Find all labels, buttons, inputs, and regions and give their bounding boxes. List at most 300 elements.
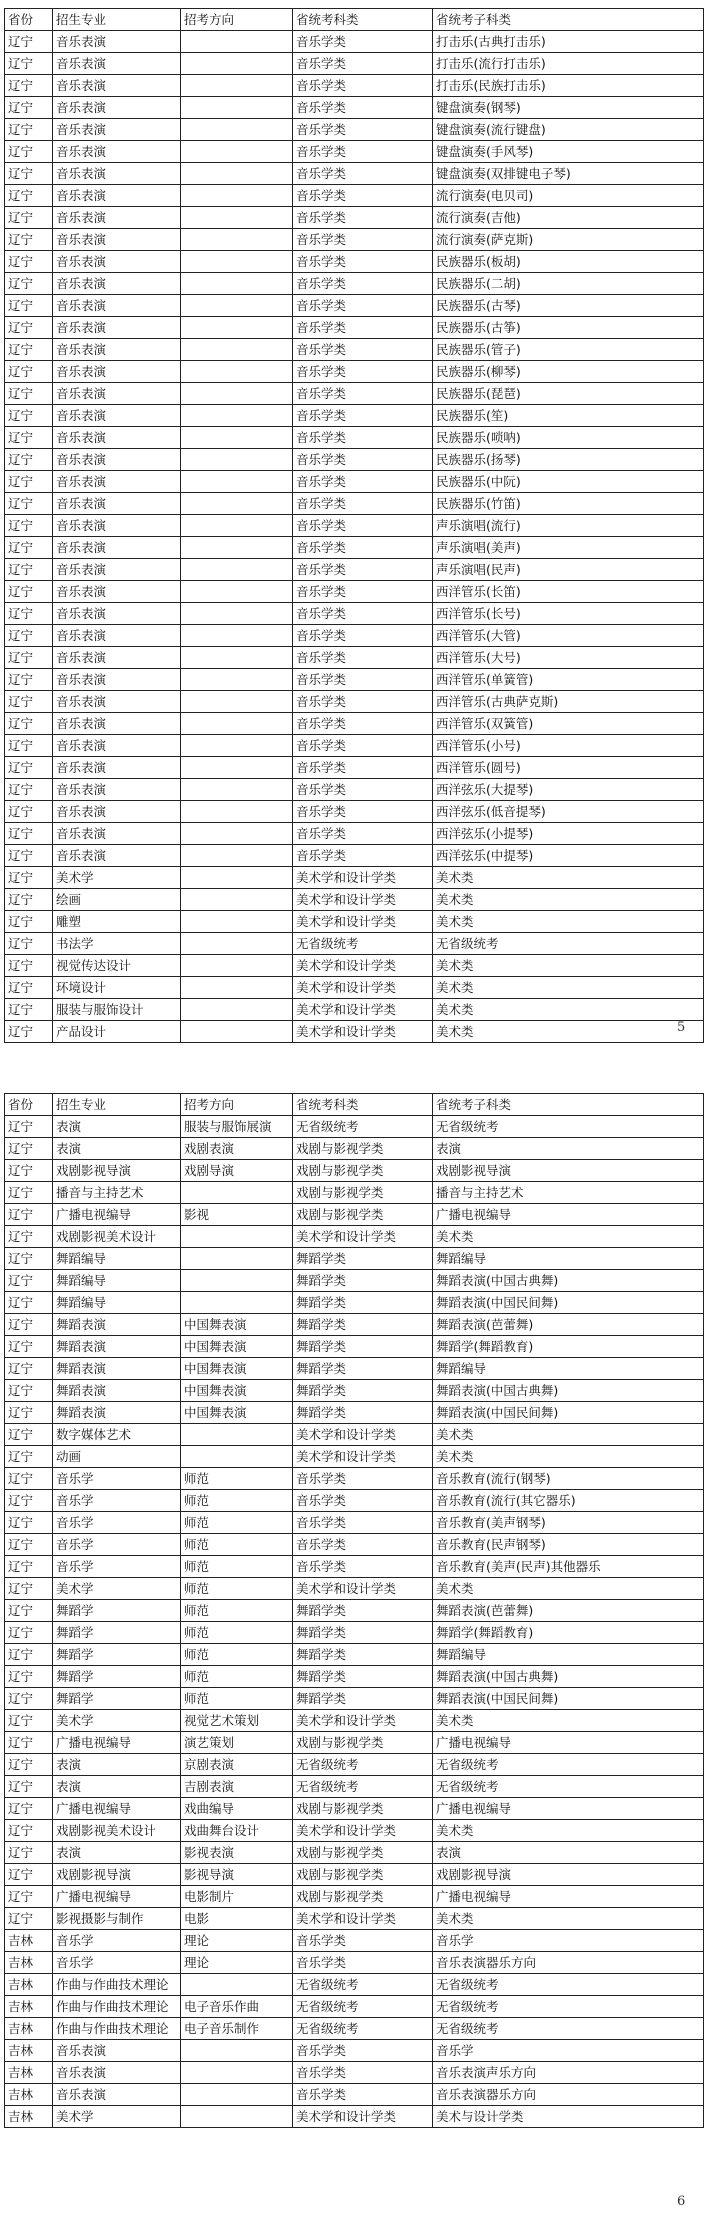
direction-cell: [181, 647, 293, 669]
table-row: [5, 757, 704, 779]
exam-category-cell: 舞蹈学类: [293, 1622, 433, 1644]
exam-subcategory-cell: 舞蹈表演(中国古典舞): [433, 1380, 704, 1402]
major-cell: 音乐学: [53, 1952, 181, 1974]
direction-cell: [181, 53, 293, 75]
province-cell: 辽宁: [5, 1358, 53, 1380]
province-cell: 辽宁: [5, 757, 53, 779]
exam-category-cell: 音乐学类: [293, 185, 433, 207]
table-row: [5, 669, 704, 691]
province-cell: 辽宁: [5, 779, 53, 801]
table-row: [5, 625, 704, 647]
direction-cell: 师范: [181, 1644, 293, 1666]
table-row: [5, 97, 704, 119]
table-page-6: [4, 1093, 704, 2128]
header-row: [5, 9, 704, 31]
table-row: [5, 207, 704, 229]
province-cell: 辽宁: [5, 1732, 53, 1754]
exam-subcategory-cell: 音乐教育(民声钢琴): [433, 1534, 704, 1556]
province-cell: 辽宁: [5, 1292, 53, 1314]
table-row: [5, 911, 704, 933]
major-cell: 播音与主持艺术: [53, 1182, 181, 1204]
direction-cell: [181, 1270, 293, 1292]
table-row: [5, 1798, 704, 1820]
direction-cell: 师范: [181, 1578, 293, 1600]
table-page-5: [4, 8, 704, 1043]
exam-subcategory-cell: 民族器乐(扬琴): [433, 449, 704, 471]
direction-cell: [181, 603, 293, 625]
table-row: [5, 1688, 704, 1710]
table-row: [5, 1314, 704, 1336]
table-row: [5, 581, 704, 603]
exam-category-cell: 音乐学类: [293, 339, 433, 361]
major-cell: 音乐表演: [53, 691, 181, 713]
major-cell: 音乐表演: [53, 339, 181, 361]
exam-subcategory-cell: 舞蹈表演(芭蕾舞): [433, 1314, 704, 1336]
direction-cell: [181, 405, 293, 427]
exam-subcategory-cell: 美术类: [433, 1021, 704, 1043]
exam-category-cell: 音乐学类: [293, 625, 433, 647]
table-row: [5, 2062, 704, 2084]
table-row: [5, 163, 704, 185]
exam-subcategory-cell: 美术类: [433, 1226, 704, 1248]
exam-category-cell: 音乐学类: [293, 141, 433, 163]
exam-subcategory-cell: 美术类: [433, 867, 704, 889]
major-cell: 影视摄影与制作: [53, 1908, 181, 1930]
exam-category-cell: 美术学和设计学类: [293, 999, 433, 1021]
province-cell: 辽宁: [5, 845, 53, 867]
exam-category-cell: 音乐学类: [293, 823, 433, 845]
table-row: [5, 1666, 704, 1688]
direction-cell: [181, 119, 293, 141]
exam-category-cell: 无省级统考: [293, 1996, 433, 2018]
exam-category-cell: 美术学和设计学类: [293, 1446, 433, 1468]
direction-cell: 戏曲编导: [181, 1798, 293, 1820]
table-row: [5, 1468, 704, 1490]
province-cell: 辽宁: [5, 31, 53, 53]
table-row: [5, 1974, 704, 1996]
direction-cell: [181, 845, 293, 867]
table-row: [5, 537, 704, 559]
province-cell: 吉林: [5, 2040, 53, 2062]
major-cell: 动画: [53, 1446, 181, 1468]
direction-cell: 中国舞表演: [181, 1358, 293, 1380]
major-cell: 戏剧影视美术设计: [53, 1820, 181, 1842]
exam-category-cell: 美术学和设计学类: [293, 1226, 433, 1248]
table-row: [5, 1776, 704, 1798]
province-cell: 辽宁: [5, 1270, 53, 1292]
major-cell: 音乐表演: [53, 625, 181, 647]
major-cell: 戏剧影视导演: [53, 1160, 181, 1182]
province-cell: 辽宁: [5, 1160, 53, 1182]
exam-subcategory-cell: 广播电视编导: [433, 1798, 704, 1820]
table-row: [5, 1116, 704, 1138]
exam-category-cell: 美术学和设计学类: [293, 1908, 433, 1930]
major-cell: 舞蹈学: [53, 1600, 181, 1622]
province-cell: 吉林: [5, 1974, 53, 1996]
exam-category-cell: 音乐学类: [293, 361, 433, 383]
direction-cell: [181, 383, 293, 405]
exam-category-cell: 音乐学类: [293, 713, 433, 735]
exam-subcategory-cell: 声乐演唱(民声): [433, 559, 704, 581]
exam-category-cell: 美术学和设计学类: [293, 2106, 433, 2128]
table-row: [5, 735, 704, 757]
exam-category-cell: 音乐学类: [293, 1468, 433, 1490]
table-row: [5, 1710, 704, 1732]
major-cell: 作曲与作曲技术理论: [53, 1974, 181, 1996]
province-cell: 辽宁: [5, 1314, 53, 1336]
exam-subcategory-cell: 民族器乐(竹笛): [433, 493, 704, 515]
table-row: [5, 1402, 704, 1424]
direction-cell: [181, 295, 293, 317]
table-row: [5, 823, 704, 845]
major-cell: 音乐表演: [53, 207, 181, 229]
table-row: [5, 1182, 704, 1204]
major-cell: 音乐表演: [53, 53, 181, 75]
direction-cell: [181, 669, 293, 691]
province-cell: 辽宁: [5, 119, 53, 141]
exam-subcategory-cell: 西洋管乐(大管): [433, 625, 704, 647]
exam-subcategory-cell: 音乐学: [433, 2040, 704, 2062]
major-cell: 音乐表演: [53, 801, 181, 823]
exam-subcategory-cell: 打击乐(古典打击乐): [433, 31, 704, 53]
province-cell: 辽宁: [5, 603, 53, 625]
exam-subcategory-cell: 西洋弦乐(大提琴): [433, 779, 704, 801]
exam-subcategory-cell: 美术类: [433, 1908, 704, 1930]
major-cell: 环境设计: [53, 977, 181, 999]
direction-cell: 影视表演: [181, 1842, 293, 1864]
province-cell: 辽宁: [5, 53, 53, 75]
column-header: 招生专业: [53, 9, 181, 31]
table-row: [5, 273, 704, 295]
direction-cell: 理论: [181, 1952, 293, 1974]
exam-subcategory-cell: 美术类: [433, 1820, 704, 1842]
province-cell: 辽宁: [5, 229, 53, 251]
major-cell: 美术学: [53, 1578, 181, 1600]
exam-subcategory-cell: 美术类: [433, 977, 704, 999]
exam-subcategory-cell: 音乐教育(流行(钢琴): [433, 1468, 704, 1490]
province-cell: 吉林: [5, 2018, 53, 2040]
exam-category-cell: 音乐学类: [293, 2084, 433, 2106]
exam-subcategory-cell: 民族器乐(笙): [433, 405, 704, 427]
major-cell: 雕塑: [53, 911, 181, 933]
exam-subcategory-cell: 西洋弦乐(低音提琴): [433, 801, 704, 823]
province-cell: 辽宁: [5, 97, 53, 119]
province-cell: 辽宁: [5, 427, 53, 449]
province-cell: 辽宁: [5, 1864, 53, 1886]
province-cell: 辽宁: [5, 1446, 53, 1468]
table-row: [5, 295, 704, 317]
exam-subcategory-cell: 无省级统考: [433, 1996, 704, 2018]
exam-subcategory-cell: 美术类: [433, 1424, 704, 1446]
direction-cell: 影视: [181, 1204, 293, 1226]
exam-subcategory-cell: 美术类: [433, 1578, 704, 1600]
exam-subcategory-cell: 键盘演奏(双排键电子琴): [433, 163, 704, 185]
exam-subcategory-cell: 播音与主持艺术: [433, 1182, 704, 1204]
major-cell: 音乐学: [53, 1930, 181, 1952]
table-row: [5, 317, 704, 339]
major-cell: 音乐表演: [53, 75, 181, 97]
major-cell: 舞蹈学: [53, 1688, 181, 1710]
table-row: [5, 141, 704, 163]
province-cell: 辽宁: [5, 339, 53, 361]
direction-cell: [181, 1226, 293, 1248]
major-cell: 戏剧影视美术设计: [53, 1226, 181, 1248]
major-cell: 美术学: [53, 1710, 181, 1732]
exam-subcategory-cell: 声乐演唱(美声): [433, 537, 704, 559]
major-cell: 音乐表演: [53, 449, 181, 471]
table-row: [5, 405, 704, 427]
direction-cell: [181, 317, 293, 339]
exam-category-cell: 音乐学类: [293, 449, 433, 471]
table-row: [5, 1358, 704, 1380]
major-cell: 美术学: [53, 2106, 181, 2128]
province-cell: 辽宁: [5, 1798, 53, 1820]
exam-subcategory-cell: 美术类: [433, 1446, 704, 1468]
table-row: [5, 999, 704, 1021]
exam-subcategory-cell: 西洋弦乐(小提琴): [433, 823, 704, 845]
exam-subcategory-cell: 西洋管乐(双簧管): [433, 713, 704, 735]
exam-subcategory-cell: 民族器乐(柳琴): [433, 361, 704, 383]
table-row: [5, 779, 704, 801]
major-cell: 音乐表演: [53, 471, 181, 493]
major-cell: 音乐表演: [53, 119, 181, 141]
exam-category-cell: 音乐学类: [293, 75, 433, 97]
exam-category-cell: 舞蹈学类: [293, 1292, 433, 1314]
province-cell: 辽宁: [5, 1248, 53, 1270]
province-cell: 辽宁: [5, 713, 53, 735]
exam-subcategory-cell: 舞蹈表演(中国民间舞): [433, 1292, 704, 1314]
province-cell: 辽宁: [5, 405, 53, 427]
exam-category-cell: 音乐学类: [293, 735, 433, 757]
province-cell: 辽宁: [5, 1556, 53, 1578]
province-cell: 辽宁: [5, 1776, 53, 1798]
exam-category-cell: 音乐学类: [293, 317, 433, 339]
table-row: [5, 1138, 704, 1160]
direction-cell: 吉剧表演: [181, 1776, 293, 1798]
exam-subcategory-cell: 舞蹈表演(中国民间舞): [433, 1402, 704, 1424]
exam-category-cell: 无省级统考: [293, 1116, 433, 1138]
exam-subcategory-cell: 声乐演唱(流行): [433, 515, 704, 537]
exam-category-cell: 音乐学类: [293, 1512, 433, 1534]
exam-category-cell: 美术学和设计学类: [293, 911, 433, 933]
exam-category-cell: 音乐学类: [293, 427, 433, 449]
exam-subcategory-cell: 音乐表演器乐方向: [433, 2084, 704, 2106]
exam-subcategory-cell: 民族器乐(板胡): [433, 251, 704, 273]
direction-cell: 电影制片: [181, 1886, 293, 1908]
province-cell: 辽宁: [5, 75, 53, 97]
table-row: [5, 845, 704, 867]
column-header: 招生专业: [53, 1094, 181, 1116]
exam-category-cell: 音乐学类: [293, 251, 433, 273]
exam-category-cell: 无省级统考: [293, 1776, 433, 1798]
exam-category-cell: 音乐学类: [293, 647, 433, 669]
exam-category-cell: 舞蹈学类: [293, 1644, 433, 1666]
major-cell: 表演: [53, 1754, 181, 1776]
table-row: [5, 339, 704, 361]
direction-cell: [181, 977, 293, 999]
major-cell: 舞蹈表演: [53, 1380, 181, 1402]
table-row: [5, 1732, 704, 1754]
column-header: 省统考子科类: [433, 1094, 704, 1116]
exam-subcategory-cell: 广播电视编导: [433, 1886, 704, 1908]
major-cell: 音乐表演: [53, 493, 181, 515]
province-cell: 辽宁: [5, 581, 53, 603]
province-cell: 辽宁: [5, 669, 53, 691]
exam-subcategory-cell: 无省级统考: [433, 2018, 704, 2040]
province-cell: 辽宁: [5, 691, 53, 713]
major-cell: 音乐表演: [53, 427, 181, 449]
table-row: [5, 1490, 704, 1512]
direction-cell: 师范: [181, 1534, 293, 1556]
province-cell: 辽宁: [5, 1021, 53, 1043]
major-cell: 音乐表演: [53, 757, 181, 779]
exam-category-cell: 音乐学类: [293, 2062, 433, 2084]
exam-category-cell: 美术学和设计学类: [293, 867, 433, 889]
table-row: [5, 185, 704, 207]
exam-category-cell: 音乐学类: [293, 1556, 433, 1578]
table-row: [5, 2040, 704, 2062]
direction-cell: [181, 537, 293, 559]
province-cell: 辽宁: [5, 955, 53, 977]
exam-subcategory-cell: 西洋管乐(圆号): [433, 757, 704, 779]
table-row: [5, 1578, 704, 1600]
direction-cell: 影视导演: [181, 1864, 293, 1886]
province-cell: 辽宁: [5, 1204, 53, 1226]
exam-subcategory-cell: 民族器乐(琵琶): [433, 383, 704, 405]
table-row: [5, 1226, 704, 1248]
major-cell: 绘画: [53, 889, 181, 911]
province-cell: 辽宁: [5, 471, 53, 493]
direction-cell: [181, 889, 293, 911]
exam-subcategory-cell: 键盘演奏(手风琴): [433, 141, 704, 163]
direction-cell: [181, 251, 293, 273]
table-row: [5, 53, 704, 75]
exam-subcategory-cell: 舞蹈编导: [433, 1248, 704, 1270]
direction-cell: 演艺策划: [181, 1732, 293, 1754]
direction-cell: 师范: [181, 1622, 293, 1644]
exam-category-cell: 音乐学类: [293, 845, 433, 867]
major-cell: 广播电视编导: [53, 1886, 181, 1908]
page-number: 6: [677, 2194, 686, 2209]
major-cell: 音乐表演: [53, 845, 181, 867]
direction-cell: [181, 2084, 293, 2106]
major-cell: 舞蹈编导: [53, 1292, 181, 1314]
exam-subcategory-cell: 西洋管乐(单簧管): [433, 669, 704, 691]
exam-category-cell: 音乐学类: [293, 405, 433, 427]
major-cell: 音乐表演: [53, 779, 181, 801]
exam-category-cell: 音乐学类: [293, 559, 433, 581]
direction-cell: [181, 31, 293, 53]
direction-cell: 中国舞表演: [181, 1402, 293, 1424]
table-row: [5, 867, 704, 889]
exam-category-cell: 音乐学类: [293, 31, 433, 53]
province-cell: 辽宁: [5, 647, 53, 669]
exam-subcategory-cell: 民族器乐(中阮): [433, 471, 704, 493]
exam-category-cell: 音乐学类: [293, 119, 433, 141]
exam-subcategory-cell: 无省级统考: [433, 1754, 704, 1776]
table-row: [5, 1842, 704, 1864]
exam-category-cell: 舞蹈学类: [293, 1270, 433, 1292]
direction-cell: 电子音乐制作: [181, 2018, 293, 2040]
direction-cell: [181, 955, 293, 977]
major-cell: 表演: [53, 1842, 181, 1864]
exam-subcategory-cell: 表演: [433, 1138, 704, 1160]
major-cell: 音乐表演: [53, 383, 181, 405]
exam-category-cell: 音乐学类: [293, 669, 433, 691]
direction-cell: [181, 339, 293, 361]
exam-subcategory-cell: 美术类: [433, 999, 704, 1021]
major-cell: 音乐表演: [53, 317, 181, 339]
direction-cell: [181, 801, 293, 823]
major-cell: 表演: [53, 1138, 181, 1160]
column-header: 省份: [5, 1094, 53, 1116]
exam-category-cell: 音乐学类: [293, 779, 433, 801]
direction-cell: 服装与服饰展演: [181, 1116, 293, 1138]
province-cell: 吉林: [5, 1996, 53, 2018]
major-cell: 作曲与作曲技术理论: [53, 2018, 181, 2040]
table-row: [5, 1600, 704, 1622]
province-cell: 辽宁: [5, 889, 53, 911]
table-row: [5, 31, 704, 53]
major-cell: 广播电视编导: [53, 1204, 181, 1226]
column-header: 省统考科类: [293, 1094, 433, 1116]
exam-subcategory-cell: 戏剧影视导演: [433, 1160, 704, 1182]
province-cell: 辽宁: [5, 251, 53, 273]
table-row: [5, 1534, 704, 1556]
table-row: [5, 1754, 704, 1776]
direction-cell: [181, 559, 293, 581]
direction-cell: [181, 75, 293, 97]
exam-category-cell: 舞蹈学类: [293, 1666, 433, 1688]
direction-cell: [181, 1424, 293, 1446]
province-cell: 辽宁: [5, 1402, 53, 1424]
major-cell: 舞蹈编导: [53, 1270, 181, 1292]
major-cell: 音乐表演: [53, 669, 181, 691]
exam-category-cell: 音乐学类: [293, 53, 433, 75]
exam-subcategory-cell: 流行演奏(电贝司): [433, 185, 704, 207]
table-row: [5, 955, 704, 977]
table-row: [5, 2106, 704, 2128]
province-cell: 辽宁: [5, 999, 53, 1021]
table-row: [5, 1886, 704, 1908]
direction-cell: 戏剧导演: [181, 1160, 293, 1182]
province-cell: 辽宁: [5, 1138, 53, 1160]
exam-category-cell: 舞蹈学类: [293, 1336, 433, 1358]
province-cell: 辽宁: [5, 625, 53, 647]
major-cell: 作曲与作曲技术理论: [53, 1996, 181, 2018]
direction-cell: [181, 97, 293, 119]
exam-category-cell: 舞蹈学类: [293, 1358, 433, 1380]
exam-category-cell: 戏剧与影视学类: [293, 1182, 433, 1204]
exam-category-cell: 舞蹈学类: [293, 1688, 433, 1710]
table-row: [5, 977, 704, 999]
exam-category-cell: 音乐学类: [293, 1952, 433, 1974]
major-cell: 音乐表演: [53, 361, 181, 383]
table-row: [5, 559, 704, 581]
table-row: [5, 471, 704, 493]
exam-subcategory-cell: 音乐学: [433, 1930, 704, 1952]
major-cell: 舞蹈学: [53, 1622, 181, 1644]
exam-category-cell: 无省级统考: [293, 1974, 433, 1996]
table-row: [5, 1160, 704, 1182]
exam-category-cell: 舞蹈学类: [293, 1314, 433, 1336]
direction-cell: [181, 581, 293, 603]
province-cell: 辽宁: [5, 1116, 53, 1138]
major-cell: 音乐表演: [53, 163, 181, 185]
major-cell: 音乐表演: [53, 537, 181, 559]
province-cell: 吉林: [5, 2062, 53, 2084]
exam-subcategory-cell: 无省级统考: [433, 1776, 704, 1798]
